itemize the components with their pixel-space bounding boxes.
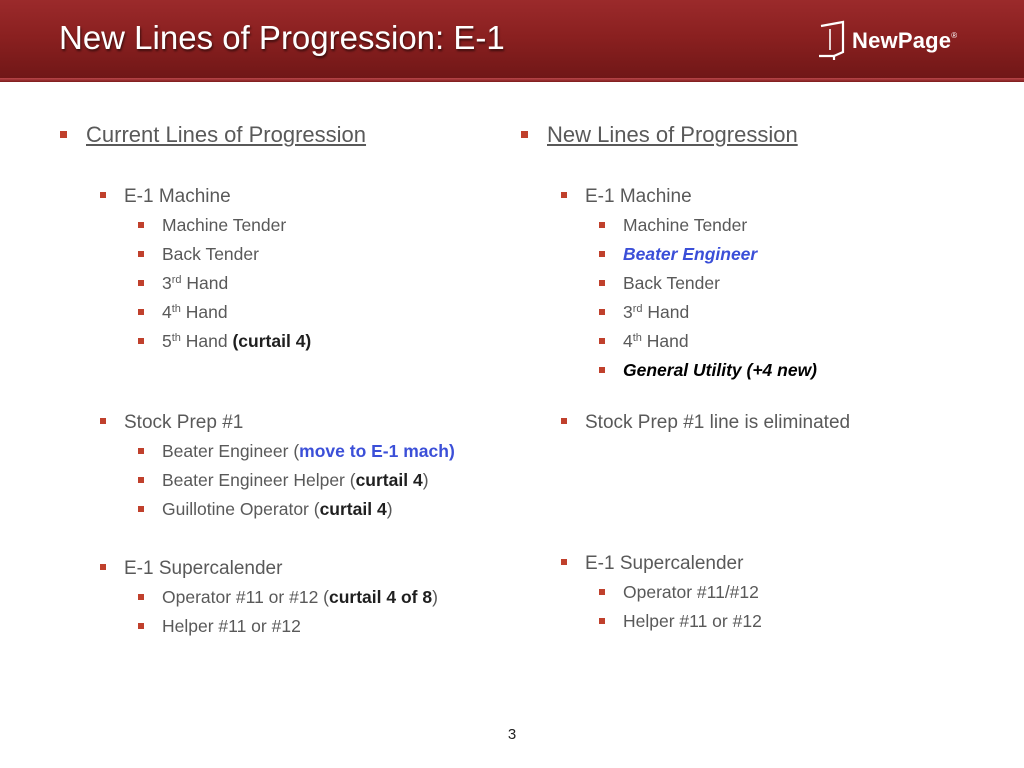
current-lines-heading: Current Lines of Progression [60,118,500,152]
square-bullet-icon [138,477,144,483]
new-e1-machine-group [559,182,817,385]
current-stock-prep-label: Stock Prep #1 [98,408,455,437]
current-supercalender-label: E-1 Supercalender [98,554,438,583]
current-e1-machine-group [98,182,311,356]
square-bullet-icon [561,418,567,424]
list-item: Beater Engineer (move to E-1 mach) [98,437,455,466]
square-bullet-icon [599,618,605,624]
newpage-logo-mark-icon [816,20,846,62]
newpage-logo [816,20,957,62]
list-item: 4th Hand [559,327,817,356]
list-item: Machine Tender [98,211,311,240]
square-bullet-icon [599,589,605,595]
square-bullet-icon [100,564,106,570]
list-item: Back Tender [98,240,311,269]
list-item: Operator #11/#12 [559,578,762,607]
square-bullet-icon [561,192,567,198]
square-bullet-icon [599,222,605,228]
beater-engineer-highlight: Beater Engineer [623,244,758,264]
new-supercalender-label: E-1 Supercalender [559,549,762,578]
current-stock-prep-group [98,408,455,524]
square-bullet-icon [138,448,144,454]
current-lines-column [60,118,500,636]
square-bullet-icon [599,280,605,286]
square-bullet-icon [138,309,144,315]
list-item: Helper #11 or #12 [559,607,762,636]
list-item: Machine Tender [559,211,817,240]
curtail-note: curtail 4 of 8 [329,587,433,607]
square-bullet-icon [138,280,144,286]
curtail-note: (curtail 4) [232,331,312,351]
list-item: Beater Engineer Helper (curtail 4) [98,466,455,495]
square-bullet-icon [138,506,144,512]
square-bullet-icon [60,131,67,138]
new-lines-heading: New Lines of Progression [521,118,961,152]
square-bullet-icon [138,623,144,629]
list-item [559,356,817,385]
square-bullet-icon [138,338,144,344]
square-bullet-icon [138,594,144,600]
new-supercalender-group [559,549,762,636]
new-stock-prep-label: Stock Prep #1 line is eliminated [559,408,850,437]
square-bullet-icon [599,367,605,373]
list-item: 3rd Hand [98,269,311,298]
list-item: 3rd Hand [559,298,817,327]
list-item: 5th Hand (curtail 4) [98,327,311,356]
new-e1-machine-label: E-1 Machine [559,182,817,211]
curtail-note: curtail 4 [319,499,387,519]
new-lines-column [521,118,961,631]
general-utility-highlight: General Utility (+4 new) [623,360,818,380]
square-bullet-icon [599,338,605,344]
list-item: Guillotine Operator (curtail 4) [98,495,455,524]
square-bullet-icon [138,251,144,257]
current-e1-machine-label: E-1 Machine [98,182,311,211]
square-bullet-icon [138,222,144,228]
square-bullet-icon [100,418,106,424]
list-item [559,240,817,269]
list-item: 4th Hand [98,298,311,327]
slide-title: New Lines of Progression: E-1 [59,19,505,56]
logo-text: NewPage® [852,28,958,53]
square-bullet-icon [599,251,605,257]
square-bullet-icon [599,309,605,315]
list-item: Operator #11 or #12 (curtail 4 of 8) [98,583,438,612]
current-supercalender-group [98,554,438,641]
slide-header [0,0,1024,82]
new-stock-prep-group [559,408,850,437]
list-item: Helper #11 or #12 [98,612,438,641]
curtail-note: curtail 4 [355,470,423,490]
square-bullet-icon [561,559,567,565]
square-bullet-icon [521,131,528,138]
page-number: 3 [507,726,517,743]
square-bullet-icon [100,192,106,198]
move-note: move to E-1 mach) [299,441,455,461]
list-item: Back Tender [559,269,817,298]
